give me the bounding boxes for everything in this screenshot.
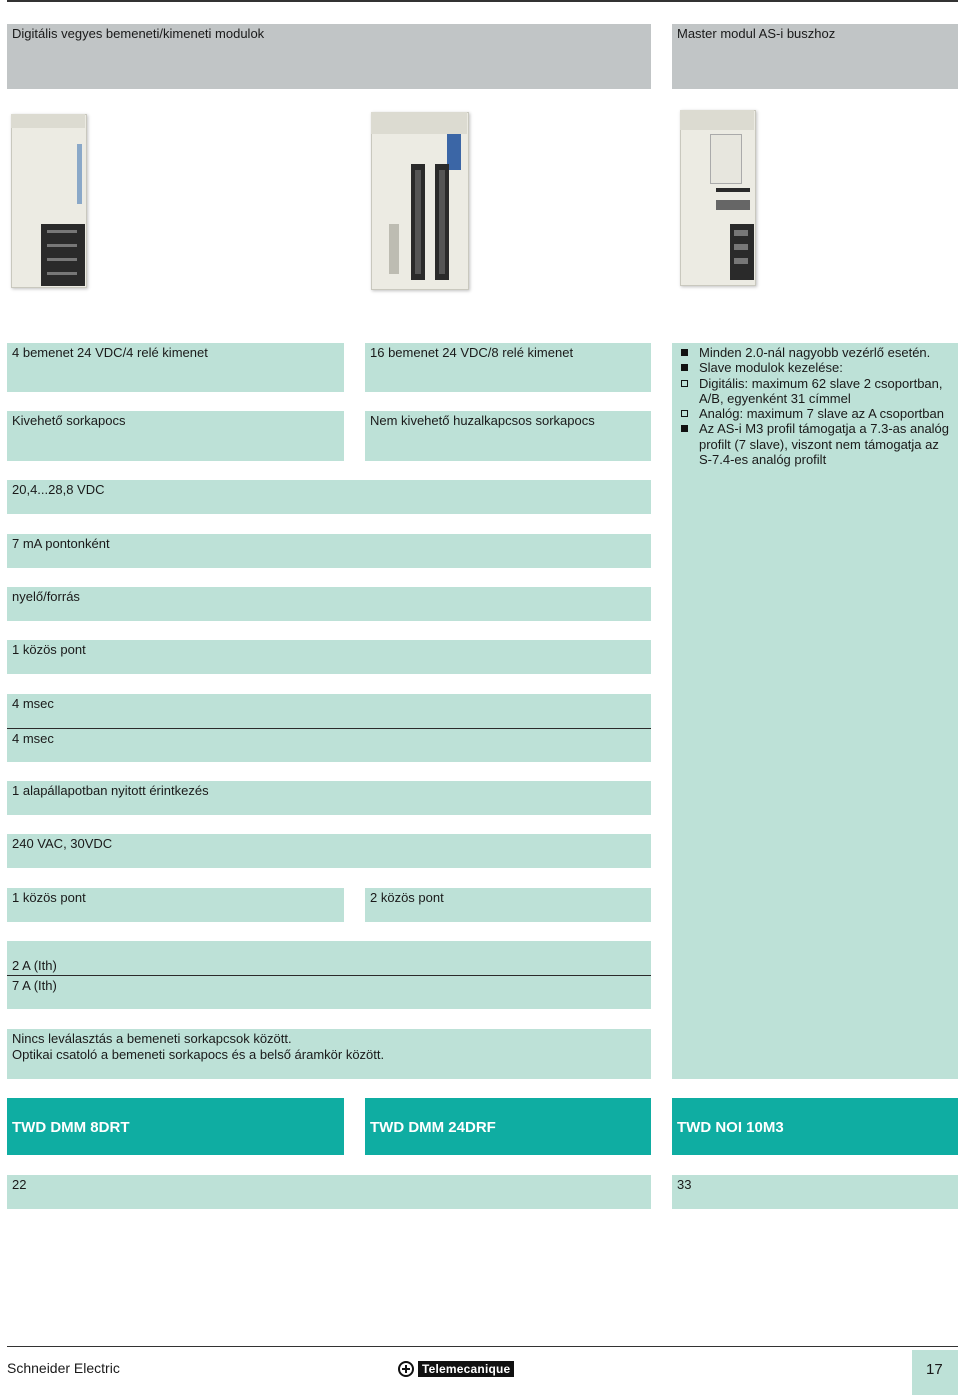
- current-rating-b-text: 7 A (Ith): [12, 978, 57, 993]
- telemecanique-logo-icon: [398, 1361, 414, 1377]
- response-time-off-text: 4 msec: [12, 731, 54, 746]
- master-feature-text: Slave modulok kezelése:: [699, 360, 843, 376]
- company-name: Schneider Electric: [7, 1360, 120, 1376]
- asi-master-features: [672, 343, 958, 1079]
- bullet-square-filled-icon: [681, 349, 688, 356]
- bullet-square-filled-icon: [681, 364, 688, 371]
- module-photo-24drf: [365, 104, 475, 292]
- output-common-8drt-text: 1 közös pont: [12, 890, 86, 905]
- page-ref-master: [672, 1175, 958, 1209]
- input-logic: [7, 587, 651, 621]
- master-feature-item: [677, 360, 953, 375]
- top-rule: [7, 0, 958, 2]
- section-header-digital-io-text: Digitális vegyes bemeneti/kimeneti modulok: [12, 26, 265, 41]
- isolation-note-2: Optikai csatoló a bemeneti sorkapocs és a belső áramkör között.: [12, 1047, 385, 1062]
- section-header-asi-master: [672, 24, 958, 89]
- section-header-asi-master-text: Master modul AS-i buszhoz: [677, 26, 836, 41]
- input-common: [7, 640, 651, 674]
- input-logic-text: nyelő/forrás: [12, 589, 80, 604]
- master-feature-item: [677, 421, 953, 467]
- connection-type-8drt: [7, 411, 344, 461]
- input-common-text: 1 közös pont: [12, 642, 86, 657]
- output-common-24drf: [365, 888, 651, 922]
- current-rating-a: [7, 941, 651, 975]
- input-voltage-range-text: 20,4...28,8 VDC: [12, 482, 105, 497]
- output-common-24drf-text: 2 közös pont: [370, 890, 444, 905]
- io-description-8drt: [7, 343, 344, 392]
- output-contact-type: [7, 781, 651, 815]
- switching-voltage: [7, 834, 651, 868]
- product-ref-24drf-text: TWD DMM 24DRF: [370, 1119, 496, 1136]
- master-feature-text: Az AS-i M3 profil támogatja a 7.3-as analóg profilt (7 slave), viszont nem támogatja az S-7.4-es analóg profilt: [699, 421, 950, 468]
- connection-type-24drf-text: Nem kivehető huzalkapcsos sorkapocs: [370, 413, 595, 428]
- product-ref-8drt: [7, 1098, 344, 1155]
- page-ref-io: [7, 1175, 651, 1209]
- io-description-8drt-text: 4 bemenet 24 VDC/4 relé kimenet: [12, 345, 208, 360]
- isolation-notes: [7, 1029, 651, 1079]
- page-ref-io-text: 22: [12, 1177, 27, 1192]
- module-photo-noi10m3: [672, 104, 772, 292]
- output-contact-type-text: 1 alapállapotban nyitott érintkezés: [12, 783, 209, 798]
- brand-logo: [398, 1360, 514, 1378]
- response-time-on-text: 4 msec: [12, 696, 54, 711]
- master-feature-item: [677, 345, 953, 360]
- brand-name: Telemecanique: [418, 1361, 514, 1377]
- isolation-note-1: Nincs leválasztás a bemeneti sorkapcsok között.: [12, 1031, 292, 1046]
- page-ref-master-text: 33: [677, 1177, 692, 1192]
- current-rating-a-text: 2 A (Ith): [12, 958, 57, 973]
- input-current-text: 7 mA pontonként: [12, 536, 110, 551]
- page-number: 17: [912, 1350, 958, 1395]
- product-ref-8drt-text: TWD DMM 8DRT: [12, 1119, 130, 1136]
- section-header-digital-io: [7, 24, 651, 89]
- master-feature-item: [677, 376, 953, 407]
- bullet-square-open-icon: [681, 410, 688, 417]
- switching-voltage-text: 240 VAC, 30VDC: [12, 836, 113, 851]
- input-current: [7, 534, 651, 568]
- current-rating-b: [7, 975, 651, 1009]
- io-description-24drf: [365, 343, 651, 392]
- connection-type-8drt-text: Kivehető sorkapocs: [12, 413, 126, 428]
- master-feature-text: Analóg: maximum 7 slave az A csoportban: [699, 406, 944, 422]
- input-voltage-range: [7, 480, 651, 514]
- master-feature-text: Minden 2.0-nál nagyobb vezérlő esetén.: [699, 345, 931, 360]
- product-ref-noi10m3-text: TWD NOI 10M3: [677, 1119, 784, 1136]
- product-ref-24drf: [365, 1098, 651, 1155]
- module-photo-8drt: [7, 104, 97, 292]
- product-ref-noi10m3: [672, 1098, 958, 1155]
- connection-type-24drf: [365, 411, 651, 461]
- response-time-on: [7, 694, 651, 728]
- master-feature-item: [677, 406, 953, 421]
- footer-rule: [7, 1346, 958, 1347]
- response-time-off: [7, 728, 651, 762]
- io-description-24drf-text: 16 bemenet 24 VDC/8 relé kimenet: [370, 345, 574, 360]
- bullet-square-open-icon: [681, 380, 688, 387]
- output-common-8drt: [7, 888, 344, 922]
- bullet-square-filled-icon: [681, 425, 688, 432]
- master-feature-text: Digitális: maximum 62 slave 2 csoportban, A/B, egyenként 31 címmel: [699, 375, 943, 406]
